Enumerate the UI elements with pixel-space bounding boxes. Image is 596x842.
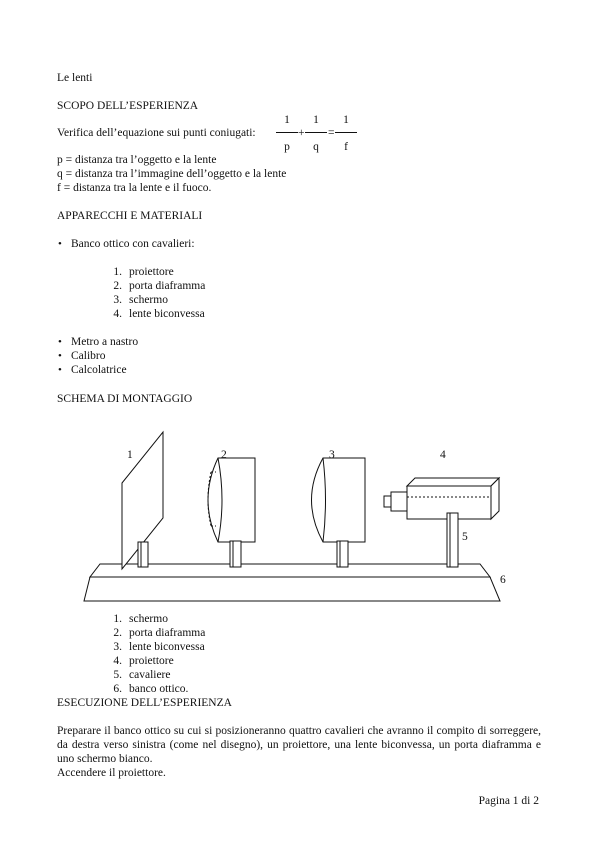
execution-paragraph: Preparare il banco ottico su cui si posizioneranno quattro cavalieri che avranno il compito di sorreggere, da destra verso sinistra (come nel disegno), un proiettore, una lente biconvessa, un porta diaframma e uno schermo bianco. xyxy=(57,725,541,765)
setup-heading: SCHEMA DI MONTAGGIO xyxy=(57,393,193,405)
diagram-label-3: 3 xyxy=(329,449,335,461)
numerator-f: 1 xyxy=(343,114,349,126)
list-item: 1. proiettore xyxy=(113,266,174,278)
optical-bench-diagram xyxy=(0,420,596,610)
rider-3 xyxy=(337,541,348,567)
page-title: Le lenti xyxy=(57,72,93,84)
definition-f: f = distanza tra la lente e il fuoco. xyxy=(57,182,212,194)
equals-sign: = xyxy=(328,127,335,139)
bench-components-list xyxy=(105,265,205,321)
fraction-bar-q xyxy=(305,132,327,133)
list-item: 2. porta diaframma xyxy=(113,280,206,292)
plus-sign: + xyxy=(298,127,305,139)
list-item: 3. schermo xyxy=(113,294,168,306)
list-item: 2. porta diaframma xyxy=(113,627,206,639)
diagram-label-1: 1 xyxy=(127,449,133,461)
definition-p: p = distanza tra l’oggetto e la lente xyxy=(57,154,217,166)
execution-heading: ESECUZIONE DELL’ESPERIENZA xyxy=(57,697,232,709)
list-item: 6. banco ottico. xyxy=(113,683,189,695)
diagram-label-5: 5 xyxy=(462,531,468,543)
purpose-text: Verifica dell’equazione sui punti coniugati: xyxy=(57,127,256,139)
diagram-label-4: 4 xyxy=(440,449,446,461)
other-materials-list xyxy=(57,335,138,377)
denominator-p: p xyxy=(284,141,290,153)
definition-q: q = distanza tra l’immagine dell’oggetto e la lente xyxy=(57,168,287,180)
list-item: 3. lente biconvessa xyxy=(113,641,205,653)
page-number: Pagina 1 di 2 xyxy=(478,795,539,807)
list-item: 4. lente biconvessa xyxy=(113,308,205,320)
fraction-bar-p xyxy=(276,132,298,133)
list-item: 5. cavaliere xyxy=(113,669,171,681)
numerator-p: 1 xyxy=(284,114,290,126)
list-item: • Calibro xyxy=(57,349,138,363)
diagram-legend-list xyxy=(105,612,205,696)
rider-2 xyxy=(230,541,241,567)
denominator-q: q xyxy=(313,141,319,153)
execution-last-line: Accendere il proiettore. xyxy=(57,767,166,779)
list-item: 1. schermo xyxy=(113,613,168,625)
diaphragm-holder-shape xyxy=(208,458,255,542)
list-item: • Metro a nastro xyxy=(57,335,138,349)
list-item: • Calcolatrice xyxy=(57,363,138,377)
numerator-q: 1 xyxy=(313,114,319,126)
fraction-bar-f xyxy=(335,132,357,133)
list-item: • Banco ottico con cavalieri: xyxy=(57,237,195,251)
lens-shape xyxy=(312,458,366,542)
rider-1 xyxy=(138,542,148,567)
bench-bullet-list xyxy=(57,237,195,251)
projector-shape xyxy=(384,478,499,519)
diagram-label-2: 2 xyxy=(221,449,227,461)
materials-heading: APPARECCHI E MATERIALI xyxy=(57,210,203,222)
rider-5 xyxy=(447,513,458,567)
list-item: 4. proiettore xyxy=(113,655,174,667)
optical-bench xyxy=(84,564,500,601)
diagram-label-6: 6 xyxy=(500,574,506,586)
purpose-heading: SCOPO DELL’ESPERIENZA xyxy=(57,100,199,112)
denominator-f: f xyxy=(344,141,348,153)
